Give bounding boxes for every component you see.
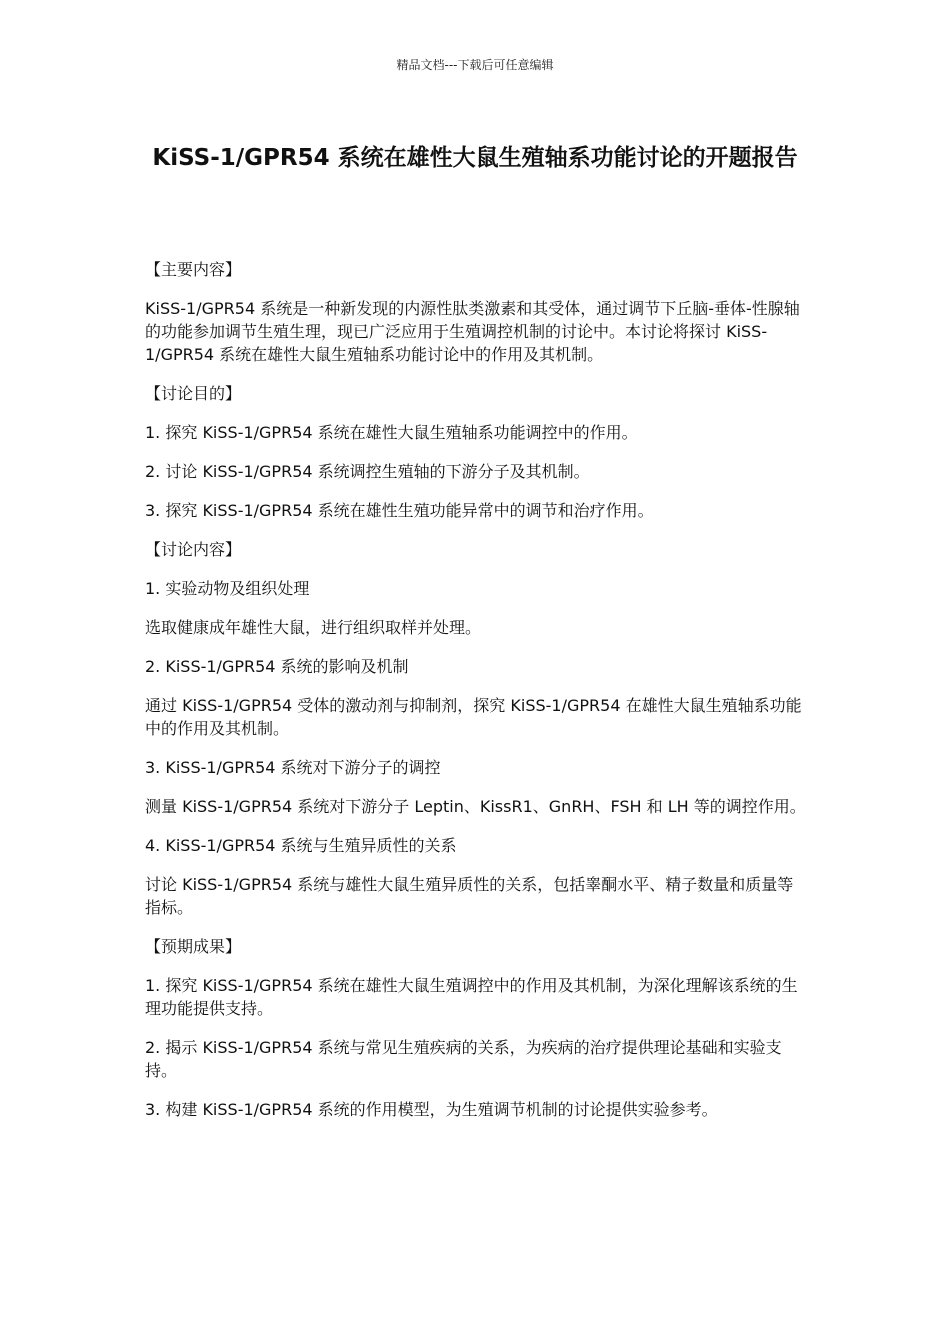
content-paragraph-1: 选取健康成年雄性大鼠，进行组织取样并处理。 [145,618,482,637]
objective-item-2: 2. 讨论 KiSS-1/GPR54 系统调控生殖轴的下游分子及其机制。 [145,462,590,481]
section-heading-expected-results: 【预期成果】 [145,937,242,956]
result-item-1: 1. 探究 KiSS-1/GPR54 系统在雄性大鼠生殖调控中的作用及其机制，为深化理解该系统的生理功能提供支持。 [145,976,798,1018]
content-paragraph-2: 通过 KiSS-1/GPR54 受体的激动剂与抑制剂，探究 KiSS-1/GPR54 在雄性大鼠生殖轴系功能中的作用及其机制。 [145,696,802,738]
paragraph-intro: KiSS-1/GPR54 系统是一种新发现的内源性肽类激素和其受体，通过调节下丘脑-垂体-性腺轴的功能参加调节生殖生理，现已广泛应用于生殖调控机制的讨论中。本讨论将探讨 KiSS-1/GPR54 系统在雄性大鼠生殖轴系功能讨论中的作用及其机制。 [145,299,800,364]
section-heading-main-content: 【主要内容】 [145,260,242,279]
section-heading-objectives: 【讨论目的】 [145,384,242,403]
result-item-2: 2. 揭示 KiSS-1/GPR54 系统与常见生殖疾病的关系，为疾病的治疗提供理论基础和实验支持。 [145,1038,782,1080]
document-title: KiSS-1/GPR54 系统在雄性大鼠生殖轴系功能讨论的开题报告 [152,145,798,171]
content-subheading-2: 2. KiSS-1/GPR54 系统的影响及机制 [145,657,409,676]
result-item-3: 3. 构建 KiSS-1/GPR54 系统的作用模型，为生殖调节机制的讨论提供实验参考。 [145,1100,718,1119]
content-paragraph-4: 讨论 KiSS-1/GPR54 系统与雄性大鼠生殖异质性的关系，包括睾酮水平、精子数量和质量等指标。 [145,875,794,917]
header-note: 精品文档---下载后可任意编辑 [396,58,554,72]
document-body [145,258,807,1137]
content-subheading-1: 1. 实验动物及组织处理 [145,579,310,598]
section-heading-content: 【讨论内容】 [145,540,242,559]
content-subheading-3: 3. KiSS-1/GPR54 系统对下游分子的调控 [145,758,441,777]
objective-item-3: 3. 探究 KiSS-1/GPR54 系统在雄性生殖功能异常中的调节和治疗作用。 [145,501,654,520]
content-paragraph-3: 测量 KiSS-1/GPR54 系统对下游分子 Leptin、KissR1、GnRH、FSH 和 LH 等的调控作用。 [145,797,806,816]
objective-item-1: 1. 探究 KiSS-1/GPR54 系统在雄性大鼠生殖轴系功能调控中的作用。 [145,423,638,442]
content-subheading-4: 4. KiSS-1/GPR54 系统与生殖异质性的关系 [145,836,457,855]
